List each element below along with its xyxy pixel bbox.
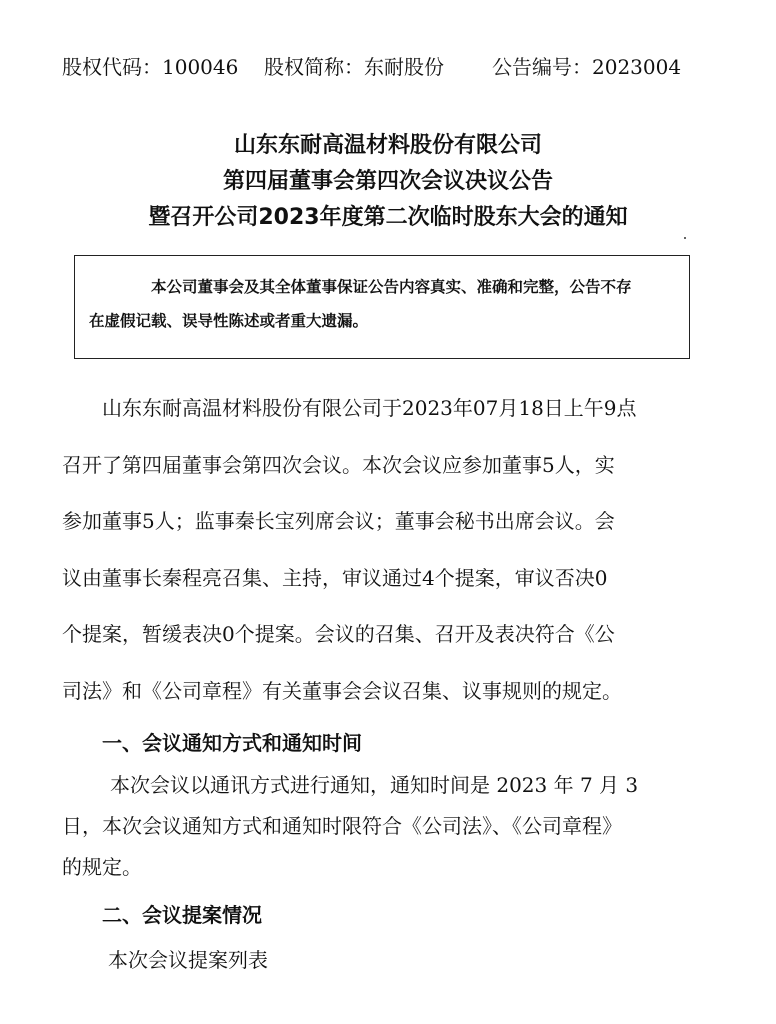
- paragraph-line: 山东东耐高温材料股份有限公司于2023年07月18日上午9点: [102, 396, 637, 420]
- title-line-3: 暨召开公司2023年度第二次临时股东大会的通知: [148, 205, 628, 230]
- disclaimer-line-1: 本公司董事会及其全体董事保证公告内容真实、准确和完整，公告不存: [151, 278, 632, 296]
- section-heading-notice: 一、会议通知方式和通知时间: [102, 731, 362, 755]
- announcement-header: [62, 52, 716, 82]
- paragraph-line: 议由董事长秦程亮召集、主持，审议通过4个提案，审议否决0: [62, 565, 608, 590]
- meeting-summary-paragraph: [62, 380, 680, 719]
- disclaimer-box: [74, 255, 690, 359]
- paragraph-line: 司法》和《公司章程》有关董事会会议召集、议事规则的规定。: [62, 678, 622, 703]
- paragraph-line: 本次会议以通讯方式进行通知，通知时间是 2023 年 7 月 3: [110, 773, 639, 797]
- scan-speck: [684, 237, 686, 239]
- paragraph-line: 日，本次会议通知方式和通知时限符合《公司法》、《公司章程》: [62, 814, 622, 838]
- title-line-2: 第四届董事会第四次会议决议公告: [222, 169, 553, 194]
- stock-abbreviation: 股权简称：东耐股份: [264, 55, 444, 79]
- paragraph-line: 个提案，暂缓表决0个提案。会议的召集、召开及表决符合《公: [62, 622, 615, 646]
- stock-code: 股权代码：100046: [62, 55, 239, 79]
- title-line-1: 山东东耐高温材料股份有限公司: [233, 133, 542, 158]
- paragraph-line: 的规定。: [62, 855, 142, 879]
- section-heading-proposals: 二、会议提案情况: [102, 903, 262, 927]
- document-title: [0, 128, 776, 236]
- paragraph-line: 参加董事5人；监事秦长宝列席会议；董事会秘书出席会议。会: [62, 509, 615, 533]
- proposal-list-caption: 本次会议提案列表: [108, 948, 268, 972]
- announcement-number: 公告编号：2023004: [492, 55, 682, 79]
- disclaimer-line-2: 在虚假记载、误导性陈述或者重大遗漏。: [89, 312, 369, 330]
- paragraph-line: 召开了第四届董事会第四次会议。本次会议应参加董事5人，实: [62, 452, 615, 477]
- notice-method-paragraph: [62, 765, 682, 888]
